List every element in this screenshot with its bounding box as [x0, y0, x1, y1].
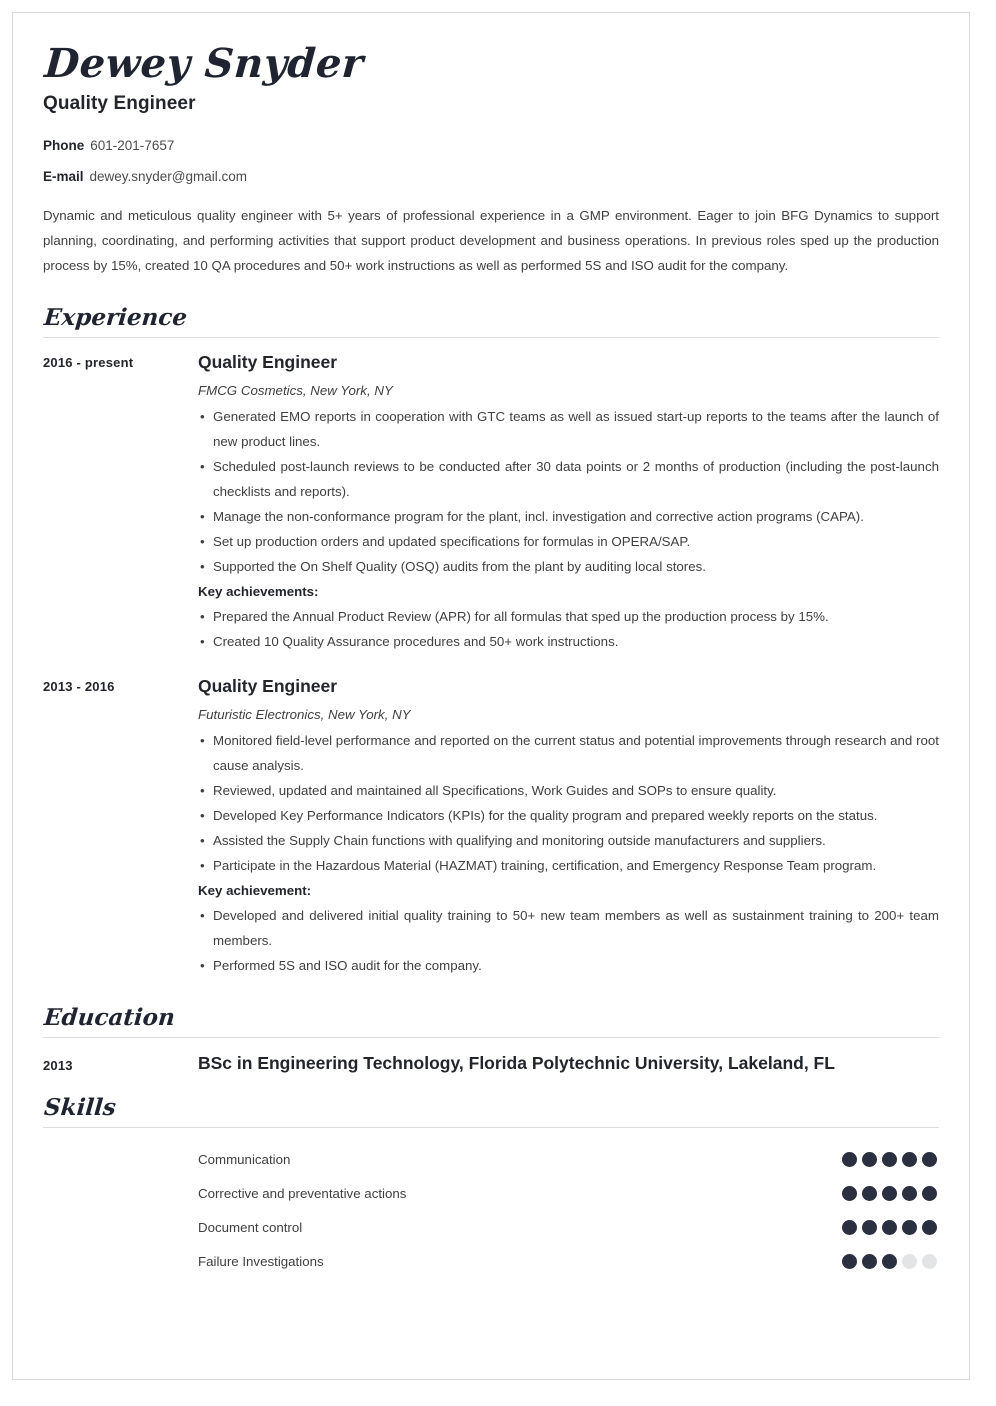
- rating-dot-filled: [902, 1186, 917, 1201]
- list-item: • Performed 5S and ISO audit for the company.: [198, 953, 939, 978]
- list-item: • Participate in the Hazardous Material (HAZMAT) training, certification, and Emergency Response Team program.: [198, 853, 939, 878]
- skill-rating: [842, 1186, 939, 1201]
- list-item: • Set up production orders and updated specifications for formulas in OPERA/SAP.: [198, 529, 939, 554]
- skill-label: Corrective and preventative actions: [198, 1185, 407, 1201]
- skill-rating: [842, 1220, 939, 1235]
- rating-dot-filled: [842, 1152, 857, 1167]
- education-details: [198, 1052, 939, 1074]
- rating-dot-filled: [862, 1186, 877, 1201]
- contact-phone-value: 601-201-7657: [90, 138, 175, 153]
- education-degree: BSc in Engineering Technology, Florida Polytechnic University, Lakeland, FL: [198, 1053, 835, 1073]
- section-divider: [43, 337, 939, 338]
- experience-role: Quality Engineer: [198, 676, 338, 696]
- experience-date: 2013 - 2016: [43, 679, 115, 694]
- experience-heading: Experience: [43, 304, 189, 331]
- rating-dot-filled: [922, 1152, 937, 1167]
- list-item: • Developed Key Performance Indicators (KPIs) for the quality program and prepared weekly reports on the status.: [198, 803, 939, 828]
- experience-achievements: [198, 903, 939, 978]
- experience-entry: [43, 676, 939, 978]
- skill-row: [43, 1176, 939, 1210]
- list-item: • Generated EMO reports in cooperation with GTC teams as well as issued start-up reports to the teams after the launch of new product lines.: [198, 404, 939, 454]
- section-divider: [43, 1037, 939, 1038]
- list-item: • Manage the non-conformance program for the plant, incl. investigation and corrective action programs (CAPA).: [198, 504, 939, 529]
- contact-email-value: dewey.snyder@gmail.com: [89, 169, 248, 184]
- list-item: • Monitored field-level performance and reported on the current status and potential improvements through research and root cause analysis.: [198, 728, 939, 778]
- skills-heading: Skills: [43, 1094, 118, 1121]
- list-item: • Reviewed, updated and maintained all Specifications, Work Guides and SOPs to ensure quality.: [198, 778, 939, 803]
- rating-dot-filled: [842, 1254, 857, 1269]
- skill-label: Document control: [198, 1219, 303, 1235]
- rating-dot-filled: [882, 1152, 897, 1167]
- list-item: • Prepared the Annual Product Review (APR) for all formulas that sped up the production process by 15%.: [198, 604, 939, 629]
- rating-dot-empty: [902, 1254, 917, 1269]
- experience-details: [198, 352, 939, 654]
- experience-responsibilities: [198, 404, 939, 579]
- experience-section: [43, 304, 939, 978]
- list-item: • Created 10 Quality Assurance procedures and 50+ work instructions.: [198, 629, 939, 654]
- professional-summary: Dynamic and meticulous quality engineer with 5+ years of professional experience in a GMP environment. Eager to join BFG Dynamics to support planning, coordinating, and performing activities that support product development and business operations. In previous roles sped up the production process by 15%, created 10 QA procedures and 50+ work instructions as well as performed 5S and ISO audit for the company.: [43, 208, 939, 273]
- rating-dot-filled: [902, 1152, 917, 1167]
- education-entry: [43, 1052, 939, 1074]
- rating-dot-filled: [862, 1220, 877, 1235]
- contact-email: [43, 168, 939, 185]
- section-divider: [43, 1127, 939, 1128]
- rating-dot-filled: [882, 1254, 897, 1269]
- experience-entry: [43, 352, 939, 654]
- skill-rating: [842, 1254, 939, 1269]
- experience-achievements: [198, 604, 939, 654]
- skill-label: Communication: [198, 1151, 291, 1167]
- rating-dot-empty: [922, 1254, 937, 1269]
- contact-phone: [43, 137, 939, 154]
- candidate-job-title: Quality Engineer: [43, 93, 196, 114]
- skill-rating: [842, 1152, 939, 1167]
- contact-email-label: E-mail: [43, 169, 84, 184]
- rating-dot-filled: [922, 1186, 937, 1201]
- rating-dot-filled: [922, 1220, 937, 1235]
- rating-dot-filled: [842, 1220, 857, 1235]
- resume-content: [13, 13, 969, 1278]
- experience-company: FMCG Cosmetics, New York, NY: [198, 383, 393, 398]
- list-item: • Assisted the Supply Chain functions with qualifying and monitoring outside manufacturers and suppliers.: [198, 828, 939, 853]
- experience-date: 2016 - present: [43, 355, 134, 370]
- rating-dot-filled: [842, 1186, 857, 1201]
- skill-row: [43, 1244, 939, 1278]
- rating-dot-filled: [902, 1220, 917, 1235]
- list-item: • Scheduled post-launch reviews to be conducted after 30 data points or 2 months of production (including the post-launch checklists and reports).: [198, 454, 939, 504]
- skills-section: [43, 1094, 939, 1278]
- rating-dot-filled: [882, 1220, 897, 1235]
- candidate-name: Dewey Snyder: [43, 40, 366, 87]
- education-date: 2013: [43, 1058, 73, 1073]
- list-item: • Developed and delivered initial quality training to 50+ new team members as well as sustainment training to 200+ team members.: [198, 903, 939, 953]
- list-item: • Supported the On Shelf Quality (OSQ) audits from the plant by auditing local stores.: [198, 554, 939, 579]
- key-achievements-label: Key achievement:: [198, 883, 312, 898]
- education-section: [43, 1004, 939, 1074]
- resume-page: [12, 12, 970, 1380]
- experience-role: Quality Engineer: [198, 352, 338, 372]
- skill-label: Failure Investigations: [198, 1253, 324, 1269]
- skill-row: [43, 1210, 939, 1244]
- rating-dot-filled: [862, 1254, 877, 1269]
- resume-header: [43, 41, 939, 278]
- education-heading: Education: [43, 1004, 177, 1031]
- rating-dot-filled: [882, 1186, 897, 1201]
- key-achievements-label: Key achievements:: [198, 584, 319, 599]
- skill-row: [43, 1142, 939, 1176]
- experience-details: [198, 676, 939, 978]
- experience-responsibilities: [198, 728, 939, 878]
- experience-company: Futuristic Electronics, New York, NY: [198, 707, 411, 722]
- contact-phone-label: Phone: [43, 138, 85, 153]
- rating-dot-filled: [862, 1152, 877, 1167]
